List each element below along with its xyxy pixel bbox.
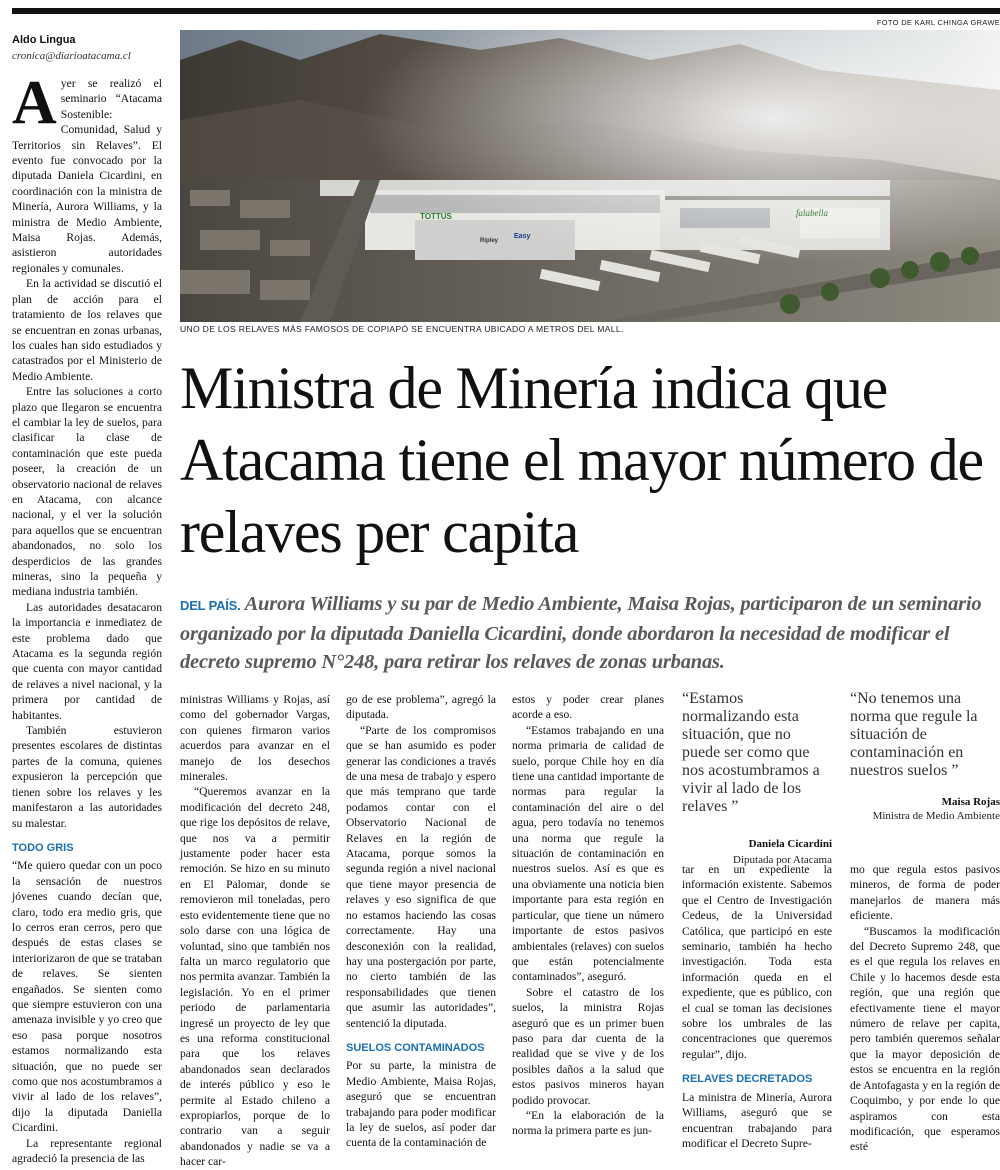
quote-text: “Estamos normalizando esta situación, que no puede ser como que nos acostumbramos a vivir al lado de los relaves ” <box>682 690 820 815</box>
paragraph: Sobre el catastro de los suelos, la ministra Rojas aseguró que es un primer buen paso para dar cuenta de la realidad que se vive y de los posibles daños a la salud que estos pasivos mineros hayan podido provocar. <box>512 985 664 1107</box>
paragraph: mo que regula estos pasivos mineros, de forma de poder manejarlos de manera más eficiente. <box>850 863 1000 923</box>
headline: Ministra de Minería indica que Atacama tiene el mayor número de relaves per capita <box>180 355 983 565</box>
paragraph: “En la elaboración de la norma la primera parte es jun- <box>512 1108 664 1138</box>
paragraph: La ministra de Minería, Aurora Williams, aseguró que se encuentran trabajando para modificar el Decreto Supre- <box>682 1090 832 1150</box>
byline-name: Aldo Lingua <box>12 34 76 46</box>
article-column-1 <box>12 69 162 1166</box>
quote-role: Ministra de Medio Ambiente <box>872 810 1000 822</box>
deck <box>180 590 1000 676</box>
paragraph: ministras Williams y Rojas, así como del gobernador Vargas, con quienes firmaron varios acuerdos para avanzar en el manejo de los desechos minerales. <box>180 693 330 784</box>
paragraph: “Estamos trabajando en una norma primaria de calidad de suelo, porque Chile hoy en día tiene una cantidad importante de normas para regular la contaminación del aire o del agua, pero todavía no tenemos una norma que regule la situación de contaminación en nuestros suelos. Así es que es una obviamente una noticia bien importante para esta región en particular, que tiene un número importante de estos pasivos ambientales (relaves) con suelos que están potencialmente contaminados”, aseguró. <box>512 723 664 984</box>
article-column-5 <box>682 862 832 1150</box>
paragraph: “Queremos avanzar en la modificación del decreto 248, que rige los depósitos de relave, que nos va a permitir justamente poder hacer esta remoción. Se hizo en su minuto en El Palomar, donde se removieron mil toneladas, pero esto evidentemente tiene que no solo darse con una lógica de voluntad, sino que también nos falta un marco regulatorio que nos permita avanzar. También la legislación. Yo en el primer periodo de parlamentaria ingresé un proyecto de ley que es una reforma constitucional para que los relaves abandonados sean declarados de interés público y eso le permite al Estado chileno a expropiarlos, porque de lo contrario van a seguir abandonados y nadie se va a hacer car- <box>180 785 330 1169</box>
quote-author: Maisa Rojas <box>941 796 1000 808</box>
photo-credit: FOTO DE KARL CHINGA GRAWE <box>876 18 1000 27</box>
paragraph: Las autoridades desatacaron la importancia e inmediatez de este problema dado que Atacama es la segunda región que cuenta con mayor cantidad de relaves a nivel nacional, y la primera por cantidad de habitantes. <box>12 600 162 722</box>
subhead-todo-gris: TODO GRIS <box>12 841 74 854</box>
top-rule <box>12 8 1000 14</box>
paragraph: yer se realizó el seminario “Atacama Sostenible: Comunidad, Salud y Territorios sin Relaves”. El evento fue convocado por la diputada Daniela Cicardini, en coordinación con la ministra de Minería, Aurora Williams, y la ministra de Medio Ambiente, Maisa Rojas. Además, asistieron autoridades regionales y comunales. <box>12 77 162 275</box>
quote-role: Diputada por Atacama <box>733 854 832 866</box>
sign-ripley: Ripley <box>480 238 499 244</box>
paragraph: También estuvieron presentes escolares de distintas partes de la comuna, quienes expusieron la percepción que tienen sobre los relaves y les manifestaron a las autoridades su malestar. <box>12 724 162 830</box>
paragraph: “Parte de los compromisos que se han asumido es poder generar las condiciones a través de una mesa de trabajo y espero que más temprano que tarde podamos contar con el Observatorio Nacional de Relaves en la región de Atacama, porque somos la segunda región a nivel nacional que tiene mayor presencia de relaves y eso significa de que no estamos haciendo las cosas correctamente. Hay una desconexión con la realidad, hay una postergación por parte, no cierto también de las responsabilidades que tienen que asumir las autoridades”, sentenció la diputada. <box>346 723 496 1030</box>
section-kicker: DEL PAÍS. <box>180 598 241 613</box>
paragraph: go de ese problema”, agregó la diputada. <box>346 693 496 722</box>
drop-cap: A <box>12 69 57 137</box>
deck-text: Aurora Williams y su par de Medio Ambiente, Maisa Rojas, participaron de un seminario organizado por la diputada Daniella Cicardini, donde abordaron la necesidad de modificar el decreto supremo N°248, para retirar los relaves de zonas urbanas. <box>180 593 982 673</box>
pull-quote-rojas <box>850 690 1000 822</box>
mall-photo <box>180 30 1000 322</box>
subhead-relaves-decretados: RELAVES DECRETADOS <box>682 1073 813 1086</box>
photo-caption: UNO DE LOS RELAVES MÁS FAMOSOS DE COPIAPÓ SE ENCUENTRA UBICADO A METROS DEL MALL. <box>180 324 624 334</box>
paragraph: Por su parte, la ministra de Medio Ambiente, Maisa Rojas, aseguró que se encuentran trabajando para poder modificar la ley de suelos, así poder dar cuenta de la contaminación de <box>346 1059 496 1150</box>
sign-easy: Easy <box>514 233 531 240</box>
byline-email[interactable]: cronica@diarioatacama.cl <box>12 50 131 62</box>
sign-falabella: falabella <box>796 208 828 218</box>
article-column-3 <box>346 692 496 1150</box>
paragraph: La representante regional agradeció la presencia de las <box>12 1136 162 1166</box>
paragraph: tar en un expediente la información existente. Sabemos que el Centro de Investigación Cedeus, de la Universidad Católica, que participó en este seminario, también ha hecho investigación. Toda esta información queda en el expediente, que es público, con el cual se toman las decisiones sobre los umbrales de las concentraciones que queremos regular”, dijo. <box>682 863 832 1061</box>
quote-text: “No tenemos una norma que regule la situación de contaminación en nuestros suelos ” <box>850 690 978 779</box>
subhead-suelos-contaminados: SUELOS CONTAMINADOS <box>346 1041 485 1054</box>
article-column-6 <box>850 862 1000 1154</box>
paragraph: “Me quiero quedar con un poco la sensación de nuestros jóvenes cuando decían que, claro, todo era medio gris, que lo cerros eran cerros, pero que después de estas clases se interiorizaron de que se trataban de relaves. Se sienten engañados. Se sienten como que siempre estuvieron con una amenaza invisible y yo creo que eso pasa porque nosotros estamos normalizando esta situación, que no puede ser como que nos acostumbramos a vivir al lado de los relaves”, dijo la diputada Daniella Cicardini. <box>12 859 162 1135</box>
article-column-2 <box>180 692 330 1169</box>
article-column-4 <box>512 692 664 1146</box>
paragraph: Entre las soluciones a corto plazo que llegaron se encuentra el cambiar la ley de suelos, para clasificar la clase de contaminación que este pueda poseer, la creación de un observatorio nacional de relaves en Atacama, con alcance nacional, y el ver la solución para aquellos que se encuentran abandonados, no solo los desperdicios de las grandes mineras, sino la pequeña y mediana industria también. <box>12 385 162 599</box>
paragraph: “Buscamos la modificación del Decreto Supremo 248, que es el que regula los relaves en Chile y lo hacemos desde esta región, que una región que efectivamente tiene el mayor número de relave per capita, pero también queremos señalar que la mayor deposición de estos se encuentra en la región de Antofagasta y en la región de Coquimbo, y por ende lo que aspiramos con esta modificación, que esperamos esté <box>850 924 1000 1154</box>
quote-author: Daniela Cicardini <box>748 838 832 850</box>
pull-quote-cicardini <box>682 690 832 866</box>
paragraph: En la actividad se discutió el plan de acción para el tratamiento de los relaves que se encuentran en zonas urbanas, los cuales han sido estudiados y catastrados por el Ministerio de Medio Ambiente. <box>12 277 162 383</box>
sign-tottus: TOTTUS <box>420 212 452 221</box>
paragraph: estos y poder crear planes acorde a eso. <box>512 693 664 722</box>
